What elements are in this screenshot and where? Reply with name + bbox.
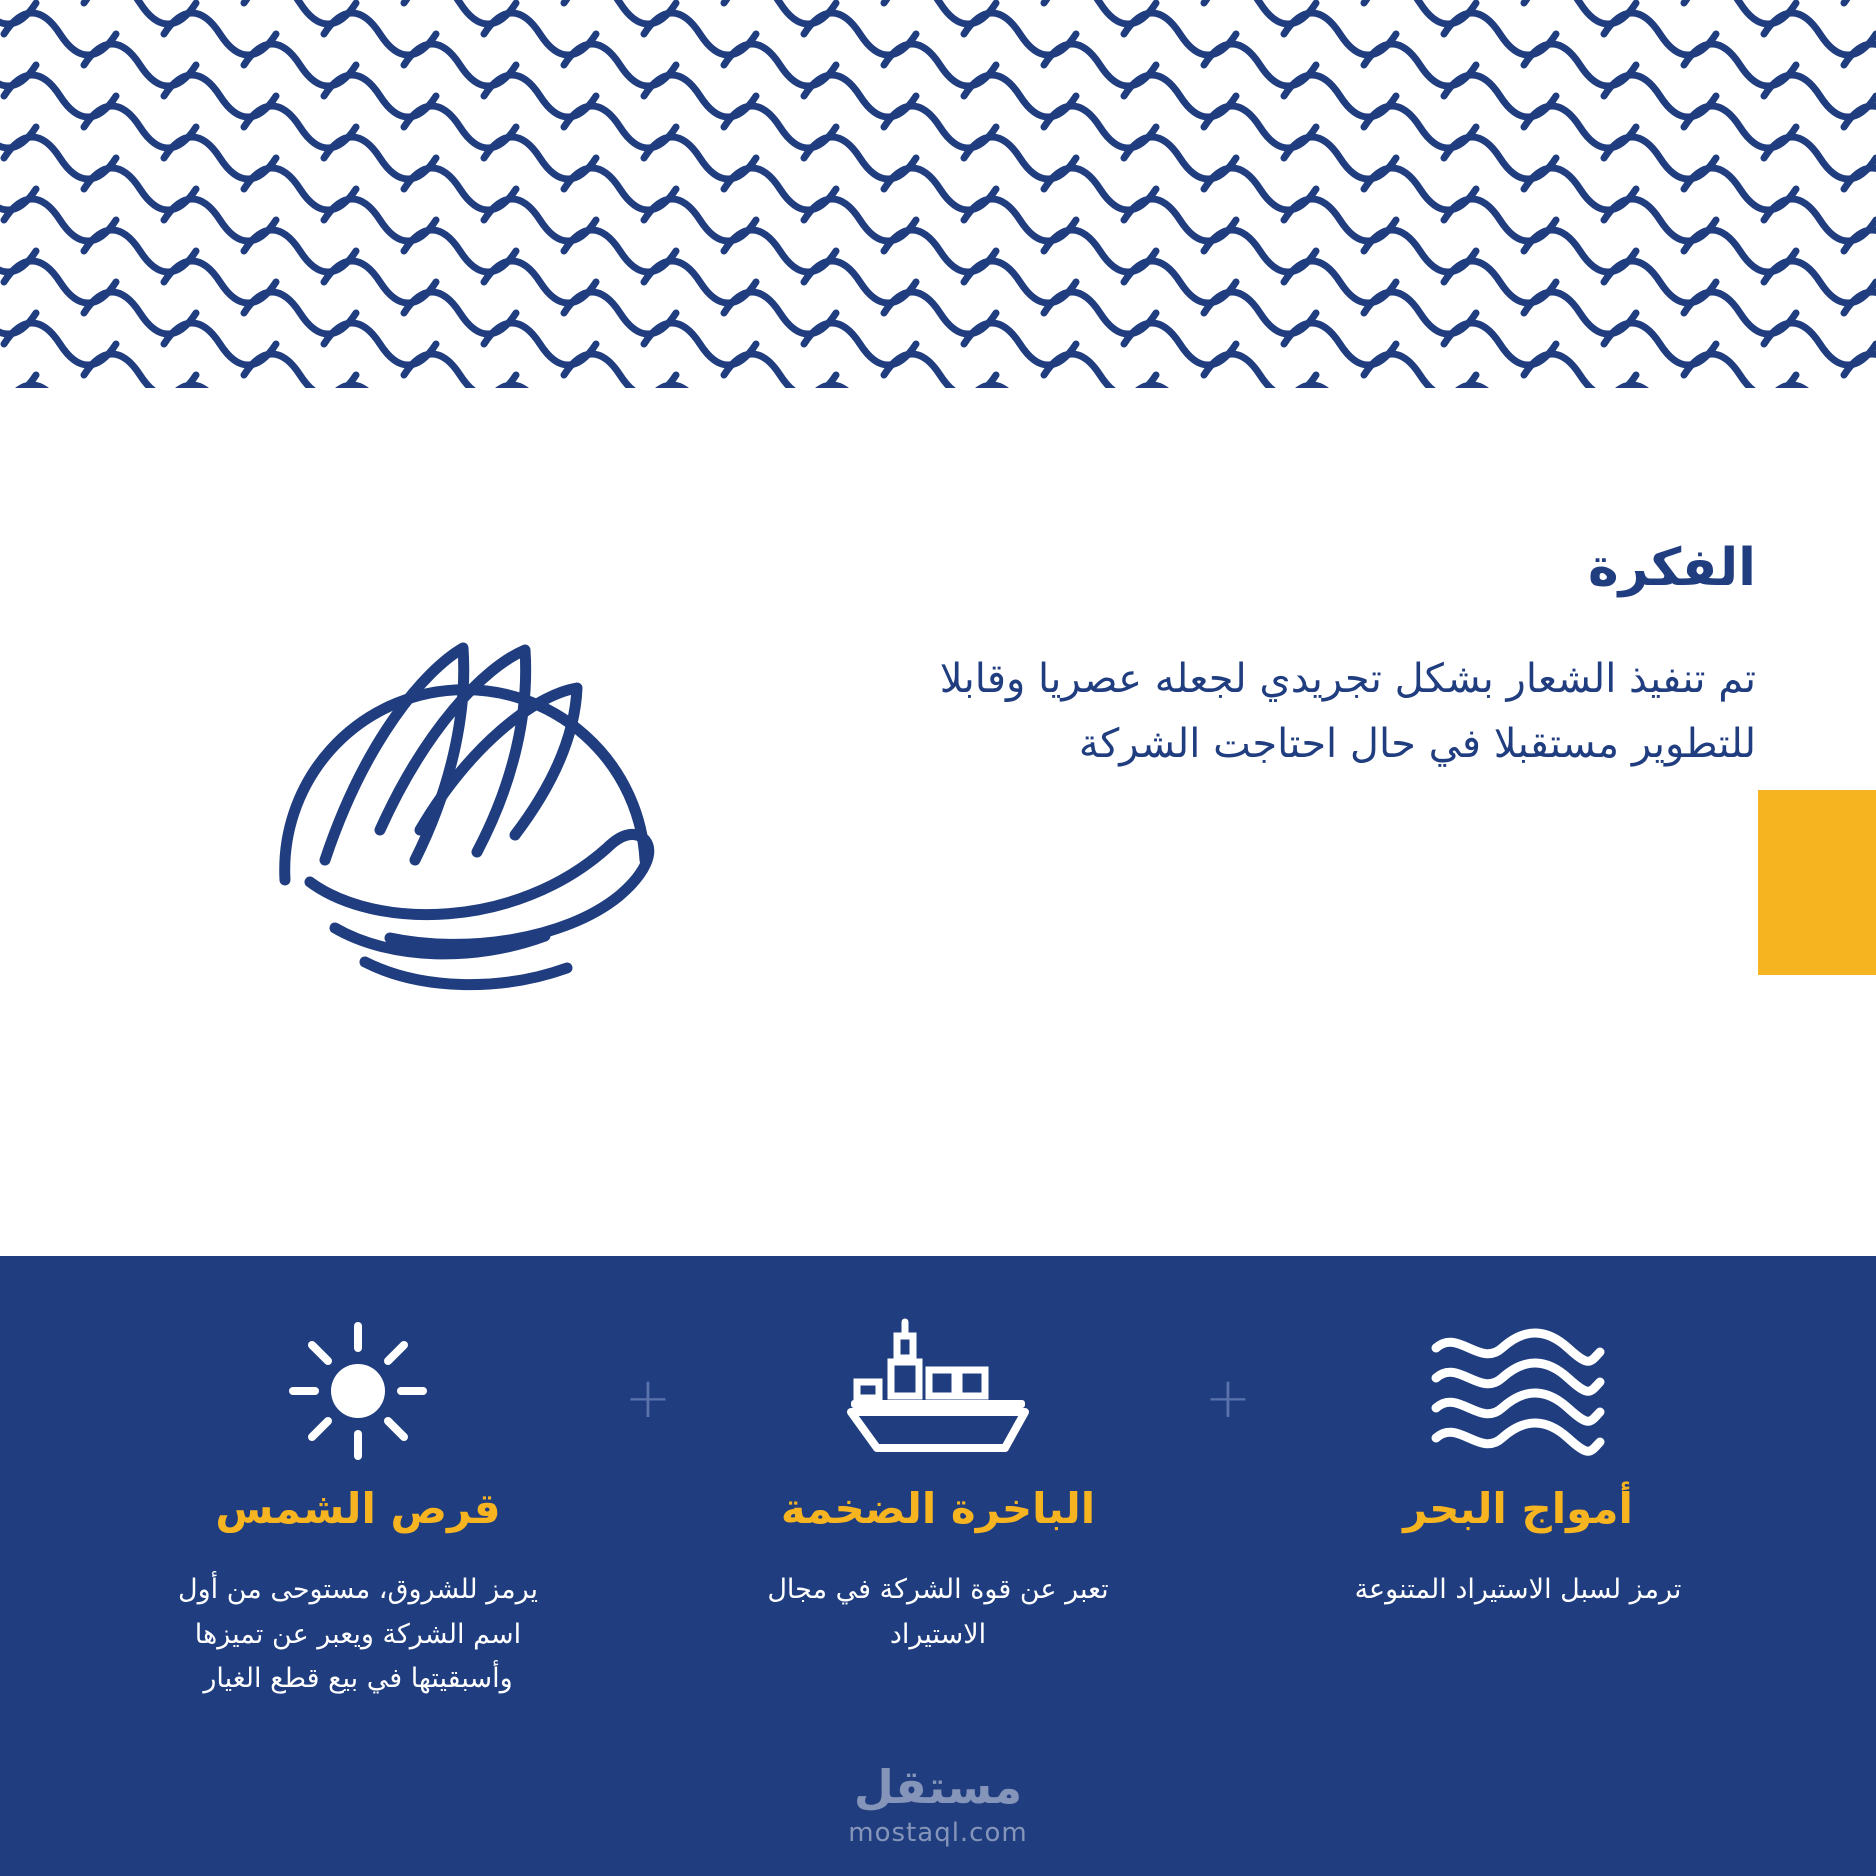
concept-ship — [688, 1316, 1188, 1657]
yellow-accent-block — [1758, 790, 1876, 975]
cargo-ship-icon — [698, 1316, 1178, 1466]
sea-waves-pattern-band — [0, 0, 1876, 400]
page-title: الفكرة — [1587, 538, 1756, 598]
watermark — [848, 1760, 1027, 1848]
watermark-url: mostaql.com — [848, 1818, 1028, 1848]
idea-description: تم تنفيذ الشعار بشكل تجريدي لجعله عصريا وقابلا للتطوير مستقبلا في حال احتاجت الشركة — [939, 656, 1756, 767]
waves-icon-svg — [1418, 1316, 1618, 1466]
idea-section — [0, 520, 1876, 1040]
sun-icon-svg — [283, 1316, 433, 1466]
concept-description: يرمز للشروق، مستوحى من أول اسم الشركة ويعبر عن تميزها وأسبقيتها في بيع قطع الغيار — [178, 1574, 538, 1695]
wave-pattern-svg — [0, 0, 1876, 400]
concept-sun — [108, 1316, 608, 1702]
sea-waves-icon — [1278, 1316, 1758, 1466]
plus-separator-2: + — [1204, 1366, 1252, 1431]
sun-disc-icon — [118, 1316, 598, 1466]
watermark-logo-text: مستقل — [853, 1760, 1023, 1814]
ship-icon-svg — [833, 1316, 1043, 1466]
concept-title: الباخرة الضخمة — [780, 1484, 1096, 1533]
concepts-row — [0, 1316, 1876, 1702]
concept-description: ترمز لسبل الاستيراد المتنوعة — [1354, 1574, 1682, 1606]
logo-svg — [215, 530, 735, 1010]
concept-title: قرص الشمس — [215, 1484, 501, 1533]
concept-description: تعبر عن قوة الشركة في مجال الاستيراد — [767, 1574, 1109, 1650]
concept-waves — [1268, 1316, 1768, 1613]
concepts-panel — [0, 1256, 1876, 1876]
plus-separator-1: + — [624, 1366, 672, 1431]
abstract-ship-wave-logo — [215, 530, 735, 1010]
idea-text-block — [836, 540, 1756, 777]
concept-title: أمواج البحر — [1403, 1484, 1633, 1533]
